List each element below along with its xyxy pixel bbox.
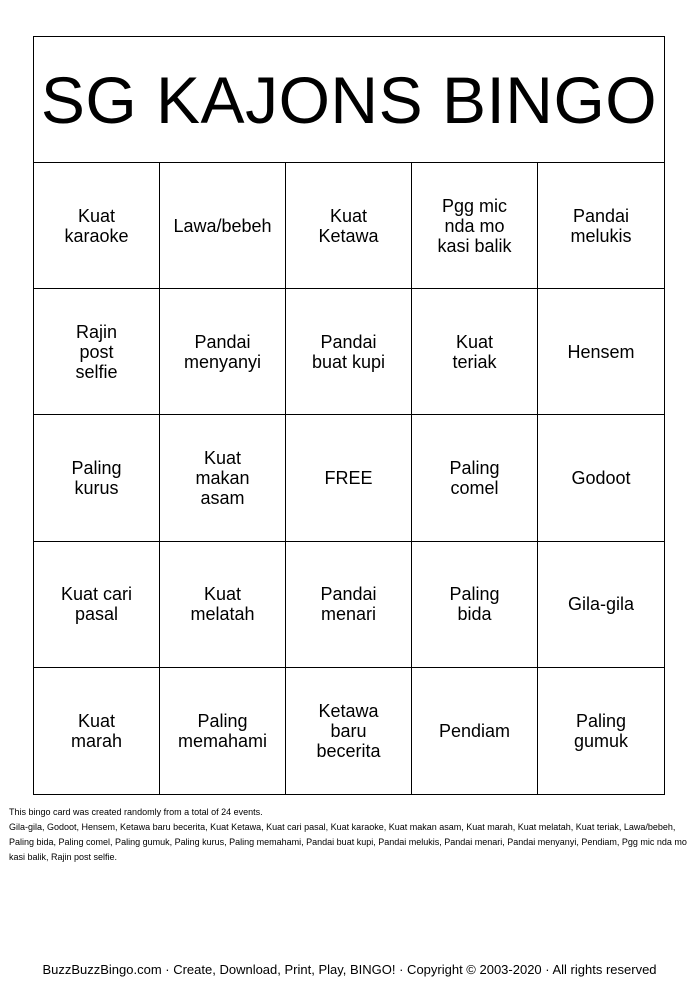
bingo-cell-2-5 — [538, 289, 664, 415]
bingo-cell-1-3 — [286, 163, 412, 289]
cell-label: Lawa/bebeh — [173, 215, 272, 236]
cell-label: Pendiam — [438, 720, 511, 741]
bingo-cell-3-5 — [538, 415, 664, 541]
bingo-cell-5-1 — [34, 668, 160, 794]
cell-label: Paling comel — [449, 457, 500, 498]
cell-label: Kuat cari pasal — [60, 584, 133, 625]
cell-label: Pandai melukis — [570, 205, 632, 246]
bingo-cell-4-5 — [538, 542, 664, 668]
bingo-cell-4-3 — [286, 542, 412, 668]
cell-label: Gila-gila — [567, 594, 635, 615]
note-summary: This bingo card was created randomly from a total of 24 events. — [9, 807, 263, 817]
bingo-cell-3-4 — [412, 415, 538, 541]
bingo-cell-3-1 — [34, 415, 160, 541]
bingo-cell-1-4 — [412, 163, 538, 289]
bingo-cell-5-4 — [412, 668, 538, 794]
bingo-grid — [34, 163, 664, 794]
cell-label: Pandai menari — [320, 584, 377, 625]
bingo-cell-1-1 — [34, 163, 160, 289]
cell-label: Kuat melatah — [190, 584, 255, 625]
cell-label: Paling kurus — [71, 457, 122, 498]
bingo-cell-4-2 — [160, 542, 286, 668]
note-event-list: Gila-gila, Godoot, Hensem, Ketawa baru becerita, Kuat Ketawa, Kuat cari pasal, Kuat karaoke, Kuat makan asam, Kuat marah, Kuat melatah, Kuat teriak, Lawa/bebeh, Paling bida, Paling comel, Paling gumuk, Paling kurus, Paling memahami, Pandai buat kupi, Pandai melukis, Pandai menari, Pandai menyanyi, Pendiam, Pgg mic nda mo kasi balik, Rajin post selfie. — [9, 822, 687, 862]
bingo-cell-2-4 — [412, 289, 538, 415]
cell-label: Ketawa baru becerita — [316, 700, 381, 761]
cell-label: Pgg mic nda mo kasi balik — [437, 195, 512, 256]
cell-label: Kuat Ketawa — [318, 205, 379, 246]
cell-label: Pandai menyanyi — [183, 331, 262, 372]
bingo-cell-2-2 — [160, 289, 286, 415]
bingo-card — [33, 36, 665, 795]
card-title: SG KAJONS BINGO — [34, 37, 664, 163]
bingo-cell-4-1 — [34, 542, 160, 668]
cell-label: Kuat teriak — [452, 331, 497, 372]
cell-label: Paling memahami — [177, 710, 268, 751]
bingo-cell-5-3 — [286, 668, 412, 794]
footer-copyright: BuzzBuzzBingo.com · Create, Download, Print, Play, BINGO! · Copyright © 2003-2020 · All rights reserved — [42, 962, 657, 977]
bingo-cell-free — [286, 415, 412, 541]
cell-label: Kuat karaoke — [64, 205, 129, 246]
bingo-cell-3-2 — [160, 415, 286, 541]
bingo-cell-1-5 — [538, 163, 664, 289]
bingo-cell-5-5 — [538, 668, 664, 794]
cell-label: Kuat marah — [70, 710, 123, 751]
event-list-note — [9, 805, 689, 865]
cell-label: Kuat makan asam — [195, 447, 250, 508]
cell-label: Paling bida — [449, 584, 500, 625]
bingo-cell-1-2 — [160, 163, 286, 289]
bingo-cell-2-3 — [286, 289, 412, 415]
cell-label: Godoot — [571, 467, 631, 488]
bingo-cell-4-4 — [412, 542, 538, 668]
cell-label: Rajin post selfie — [75, 321, 118, 382]
bingo-cell-2-1 — [34, 289, 160, 415]
cell-label: Paling gumuk — [573, 710, 629, 751]
cell-label: Hensem — [567, 341, 635, 362]
bingo-cell-5-2 — [160, 668, 286, 794]
cell-label: Pandai buat kupi — [311, 331, 386, 372]
cell-label: FREE — [324, 467, 373, 488]
